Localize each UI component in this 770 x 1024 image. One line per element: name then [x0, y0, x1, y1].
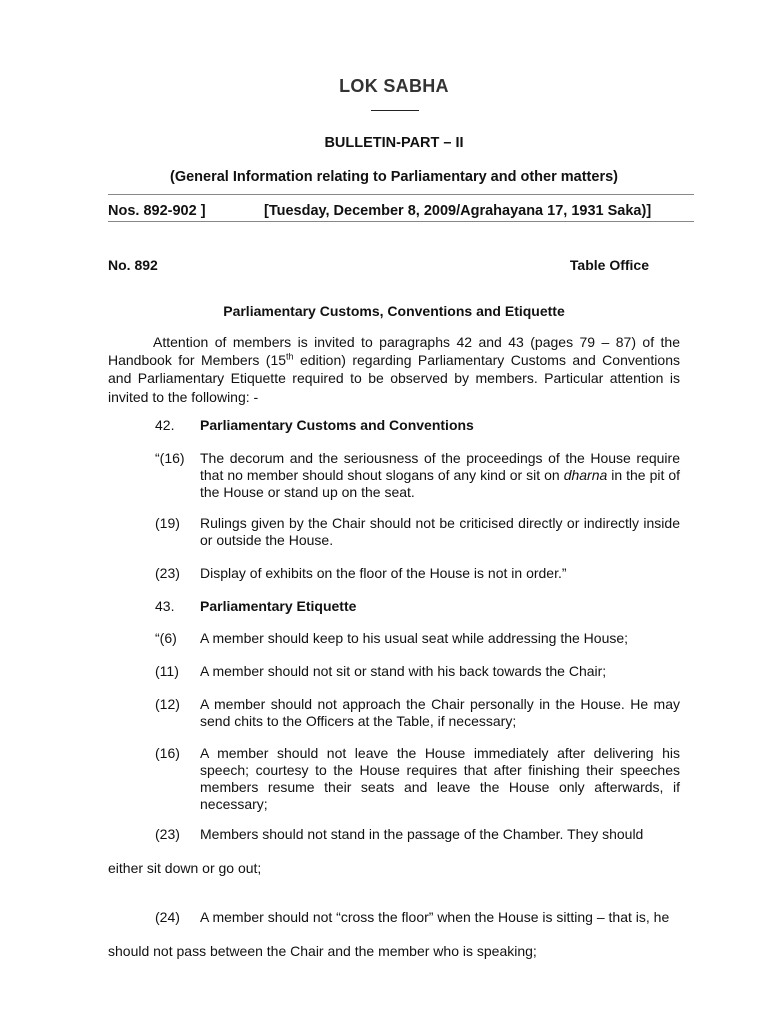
rule-number: (12) — [155, 696, 180, 712]
rule-text: Display of exhibits on the floor of the House is not in order.” — [200, 565, 567, 581]
rule-text: A member should keep to his usual seat while addressing the House; — [200, 630, 629, 646]
rule-number: (16) — [155, 745, 180, 761]
rule-text: A member should not “cross the floor” when the House is sitting – that is, he — [200, 909, 670, 925]
bulletin-heading: BULLETIN-PART – II — [324, 135, 464, 151]
item-number: No. 892 — [108, 257, 158, 273]
rule-number: “(16) — [155, 450, 185, 466]
bulletin-subtitle: (General Information relating to Parliamentary and other matters) — [170, 169, 618, 185]
intro-paragraph — [108, 333, 680, 406]
intro-text-1: Attention of members is invited to paragraphs 42 and 43 (pages 79 – 87) of the Handbook for Members (15 — [108, 334, 680, 369]
rule-number: (19) — [155, 515, 180, 531]
rule-number: (11) — [155, 663, 179, 679]
section-42-number: 42. — [155, 417, 175, 433]
bottom-divider — [108, 221, 694, 222]
rule-number: “(6) — [155, 630, 177, 646]
item-heading: Parliamentary Customs, Conventions and Etiquette — [223, 303, 565, 319]
top-divider — [108, 194, 694, 195]
intro-text-2: edition) regarding Parliamentary Customs and Conventions and Parliamentary Etiquette required to be observed by members. Particular attention is invited to the following: - — [108, 352, 680, 405]
bulletin-date: [Tuesday, December 8, 2009/Agrahayana 17, 1931 Saka)] — [264, 203, 652, 219]
section-43-number: 43. — [155, 598, 175, 614]
rule-text: A member should not sit or stand with his back towards the Chair; — [200, 663, 607, 679]
intro-superscript: th — [286, 351, 294, 362]
section-42-heading: Parliamentary Customs and Conventions — [200, 417, 474, 433]
rule-text: A member should not approach the Chair personally in the House. He may send chits to the Officers at the Table, if necessary; — [200, 696, 680, 729]
document-title: LOK SABHA — [339, 76, 449, 96]
bulletin-numbers: Nos. 892-902 ] — [108, 203, 206, 219]
title-underline — [371, 110, 419, 111]
rule-number: (24) — [155, 909, 180, 925]
rule-text-continuation: either sit down or go out; — [108, 860, 262, 876]
rule-text: Rulings given by the Chair should not be criticised directly or indirectly inside or outside the House. — [200, 515, 680, 548]
rule-text: A member should not leave the House immediately after delivering his speech; courtesy to the House requires that after finishing their speeches members resume their seats and leave the House only afterwards, if necessary; — [200, 745, 680, 812]
rule-number: (23) — [155, 565, 180, 581]
rule-text: Members should not stand in the passage of the Chamber. They should — [200, 826, 644, 842]
rule-number: (23) — [155, 826, 180, 842]
rule-text-continuation: should not pass between the Chair and the member who is speaking; — [108, 943, 537, 959]
rule-text: The decorum and the seriousness of the proceedings of the House require that no member should shout slogans of any kind or sit on dharna in the pit of the House or stand up on the seat. — [200, 450, 680, 500]
section-43-heading: Parliamentary Etiquette — [200, 598, 357, 614]
emphasis-dharna: dharna — [563, 467, 608, 483]
item-office: Table Office — [569, 257, 649, 273]
